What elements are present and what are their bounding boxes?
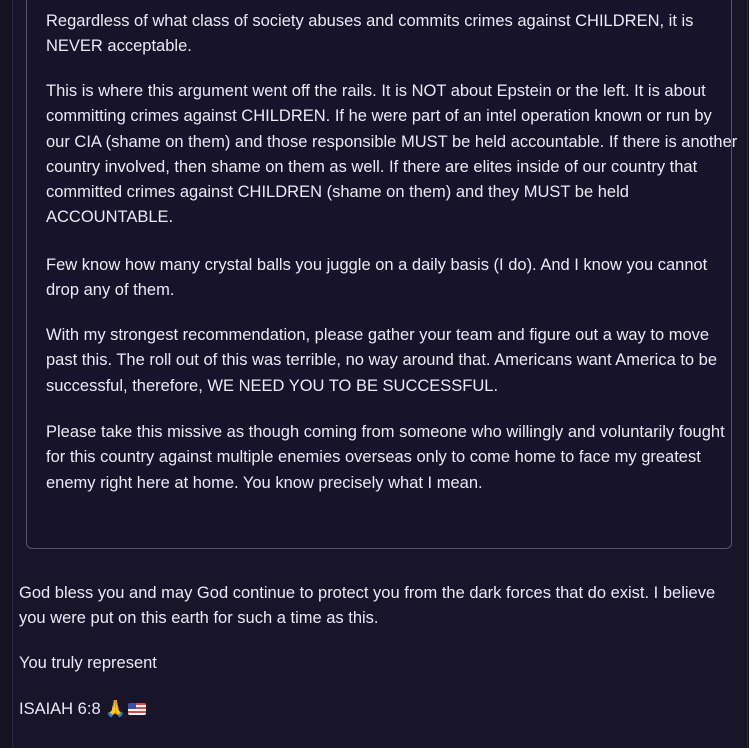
quote-paragraph-1: Regardless of what class of society abuses and commits crimes against CHILDREN, it is NEVER acceptable. [46,12,694,56]
quote-paragraph-3: Few know how many crystal balls you juggle on a daily basis (I do). And I know you cannot drop any of them. [46,256,708,300]
signature-text: ISAIAH 6:8 🙏 [19,700,126,718]
quote-paragraph-4: With my strongest recommendation, please gather your team and figure out a way to move past this. The roll out of this was terrible, no way around that. Americans want America to be successful, therefore, WE NEED YOU TO BE SUCCESSFUL. [46,326,718,395]
signature-line [19,697,734,722]
body-paragraph-2: You truly represent [19,654,157,672]
quote-paragraph-5: Please take this missive as though coming from someone who willingly and voluntarily fought for this country against multiple enemies overseas only to come home to face my greatest enemy right here at home. You know precisely what I mean. [46,423,725,492]
post-container [12,0,748,748]
quoted-post[interactable] [26,0,738,549]
us-flag-icon [128,703,146,715]
body-paragraph-1: God bless you and may God continue to protect you from the dark forces that do exist. I believe you were put on this earth for such a time as this. [19,584,716,628]
quote-paragraph-2: This is where this argument went off the rails. It is NOT about Epstein or the left. It is about committing crimes against CHILDREN. If he were part of an intel operation known or run by our CIA (shame on them) and those responsible MUST be held accountable. If there is another country involved, then shame on them as well. If there are elites inside of our country that committed crimes against CHILDREN (shame on them) and they MUST be held ACCOUNTABLE. [46,82,738,227]
